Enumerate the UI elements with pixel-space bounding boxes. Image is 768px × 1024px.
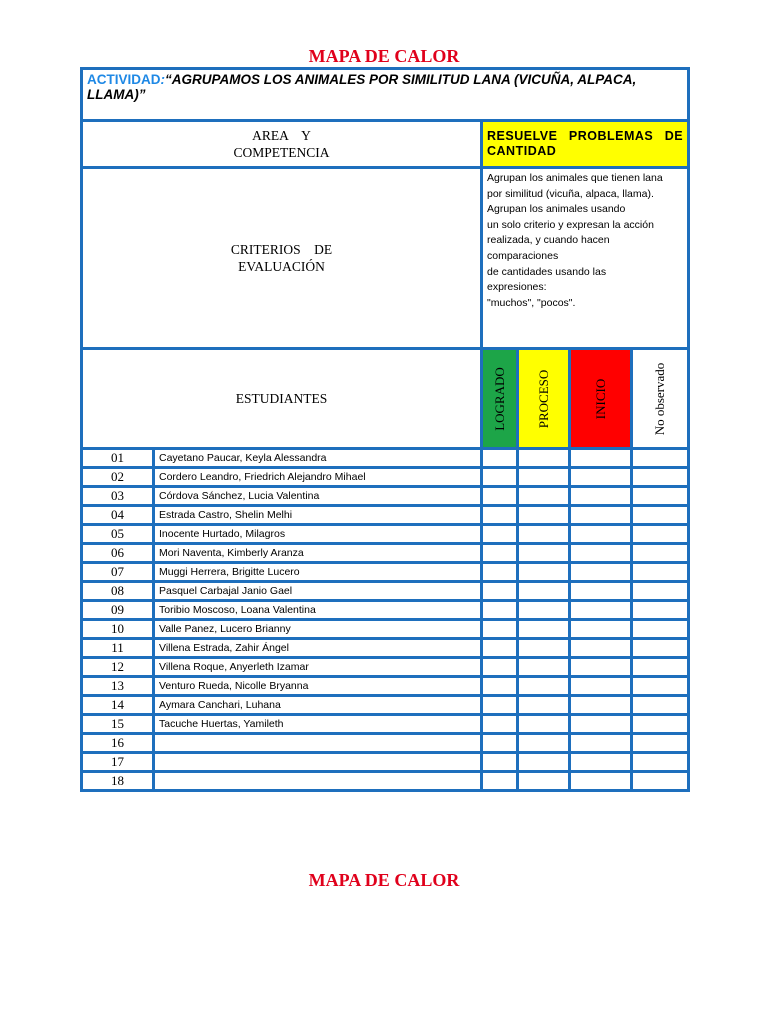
mark-cell-inicio[interactable] [570, 677, 632, 696]
table-row [82, 677, 689, 696]
criteria-line: expresiones: [487, 281, 547, 294]
student-number: 12 [82, 658, 154, 677]
student-name: Córdova Sánchez, Lucia Valentina [154, 487, 482, 506]
criteria-line: por similitud (vicuña, alpaca, llama). [487, 187, 654, 200]
table-row [82, 468, 689, 487]
student-name: Mori Naventa, Kimberly Aranza [154, 544, 482, 563]
table-row [82, 772, 689, 791]
mark-cell-proceso[interactable] [518, 734, 570, 753]
mark-cell-logrado[interactable] [482, 468, 518, 487]
mark-cell-proceso[interactable] [518, 772, 570, 791]
mark-cell-no-observado[interactable] [632, 753, 689, 772]
mark-cell-proceso[interactable] [518, 639, 570, 658]
student-number: 13 [82, 677, 154, 696]
mark-cell-logrado[interactable] [482, 525, 518, 544]
table-row [82, 582, 689, 601]
mark-cell-proceso[interactable] [518, 753, 570, 772]
mark-cell-inicio[interactable] [570, 468, 632, 487]
mark-cell-proceso[interactable] [518, 601, 570, 620]
table-row [82, 563, 689, 582]
student-name: Villena Estrada, Zahir Ángel [154, 639, 482, 658]
student-number: 11 [82, 639, 154, 658]
criteria-line: realizada, y cuando hacen [487, 234, 610, 247]
mark-cell-logrado[interactable] [482, 696, 518, 715]
table-row [82, 506, 689, 525]
student-name: Inocente Hurtado, Milagros [154, 525, 482, 544]
student-name: Pasquel Carbajal Janio Gael [154, 582, 482, 601]
table-row [82, 658, 689, 677]
table-row [82, 544, 689, 563]
mark-cell-no-observado[interactable] [632, 449, 689, 468]
criteria-line: de cantidades usando las [487, 265, 607, 278]
mark-cell-proceso[interactable] [518, 563, 570, 582]
mark-cell-proceso[interactable] [518, 696, 570, 715]
mark-cell-no-observado[interactable] [632, 582, 689, 601]
activity-text: “AGRUPAMOS LOS ANIMALES POR SIMILITUD LANA (VICUÑA, ALPACA, LLAMA)” [87, 72, 637, 102]
mark-cell-no-observado[interactable] [632, 677, 689, 696]
level-label: LOGRADO [491, 366, 507, 431]
mark-cell-no-observado[interactable] [632, 563, 689, 582]
mark-cell-inicio[interactable] [570, 734, 632, 753]
mark-cell-proceso[interactable] [518, 677, 570, 696]
table-row [82, 696, 689, 715]
table-row [82, 620, 689, 639]
competence-label: COMPETENCIA [233, 145, 330, 160]
criteria-label: CRITERIOS DE [230, 242, 333, 257]
mark-cell-no-observado[interactable] [632, 658, 689, 677]
table-row [82, 715, 689, 734]
mark-cell-proceso[interactable] [518, 658, 570, 677]
mark-cell-inicio[interactable] [570, 601, 632, 620]
level-proceso [518, 349, 570, 449]
student-name: Valle Panez, Lucero Brianny [154, 620, 482, 639]
student-name: Estrada Castro, Shelin Melhi [154, 506, 482, 525]
mark-cell-no-observado[interactable] [632, 715, 689, 734]
mark-cell-logrado[interactable] [482, 715, 518, 734]
criteria-line: "muchos", "pocos". [487, 296, 576, 309]
mark-cell-inicio[interactable] [570, 696, 632, 715]
mark-cell-proceso[interactable] [518, 544, 570, 563]
mark-cell-logrado[interactable] [482, 620, 518, 639]
student-number: 07 [82, 563, 154, 582]
activity-label: ACTIVIDAD [87, 72, 161, 87]
student-number: 09 [82, 601, 154, 620]
mark-cell-logrado[interactable] [482, 753, 518, 772]
student-name [154, 734, 482, 753]
student-number: 06 [82, 544, 154, 563]
mark-cell-inicio[interactable] [570, 753, 632, 772]
table-row [82, 734, 689, 753]
student-name: Villena Roque, Anyerleth Izamar [154, 658, 482, 677]
mark-cell-no-observado[interactable] [632, 468, 689, 487]
student-number: 04 [82, 506, 154, 525]
table-row [82, 525, 689, 544]
mark-cell-no-observado[interactable] [632, 696, 689, 715]
student-name [154, 772, 482, 791]
student-number: 14 [82, 696, 154, 715]
evaluation-label: EVALUACIÓN [238, 259, 325, 274]
mark-cell-inicio[interactable] [570, 620, 632, 639]
mark-cell-no-observado[interactable] [632, 506, 689, 525]
mark-cell-logrado[interactable] [482, 639, 518, 658]
mark-cell-no-observado[interactable] [632, 639, 689, 658]
mark-cell-no-observado[interactable] [632, 525, 689, 544]
mark-cell-inicio[interactable] [570, 658, 632, 677]
student-name: Aymara Canchari, Luhana [154, 696, 482, 715]
mark-cell-proceso[interactable] [518, 715, 570, 734]
page-title: MAPA DE CALOR [308, 46, 460, 66]
mark-cell-logrado[interactable] [482, 601, 518, 620]
mark-cell-proceso[interactable] [518, 506, 570, 525]
table-row [82, 487, 689, 506]
level-inicio [570, 349, 632, 449]
mark-cell-inicio[interactable] [570, 582, 632, 601]
mark-cell-logrado[interactable] [482, 772, 518, 791]
students-header-cell: ESTUDIANTES [82, 349, 482, 449]
mark-cell-no-observado[interactable] [632, 544, 689, 563]
mark-cell-inicio[interactable] [570, 772, 632, 791]
mark-cell-logrado[interactable] [482, 582, 518, 601]
table-row [82, 753, 689, 772]
activity-colon: : [160, 72, 165, 87]
student-number: 17 [82, 753, 154, 772]
page-title-bottom: MAPA DE CALOR [308, 870, 460, 890]
mark-cell-inicio[interactable] [570, 506, 632, 525]
student-number: 10 [82, 620, 154, 639]
criteria-header-cell [82, 168, 482, 349]
student-name [154, 753, 482, 772]
mark-cell-proceso[interactable] [518, 487, 570, 506]
student-number: 01 [82, 449, 154, 468]
level-logrado [482, 349, 518, 449]
mark-cell-no-observado[interactable] [632, 734, 689, 753]
area-cell [82, 121, 482, 168]
mark-cell-proceso[interactable] [518, 620, 570, 639]
area-label: AREA Y [252, 128, 311, 143]
student-number: 16 [82, 734, 154, 753]
mark-cell-inicio[interactable] [570, 525, 632, 544]
student-name: Muggi Herrera, Brigitte Lucero [154, 563, 482, 582]
student-name: Cordero Leandro, Friedrich Alejandro Mihael [154, 468, 482, 487]
mark-cell-inicio[interactable] [570, 544, 632, 563]
level-label: INICIO [592, 378, 608, 419]
mark-cell-logrado[interactable] [482, 506, 518, 525]
mark-cell-logrado[interactable] [482, 487, 518, 506]
mark-cell-inicio[interactable] [570, 715, 632, 734]
mark-cell-no-observado[interactable] [632, 601, 689, 620]
student-number: 05 [82, 525, 154, 544]
table-row [82, 449, 689, 468]
criteria-line: Agrupan los animales que tienen lana [487, 172, 663, 184]
mark-cell-logrado[interactable] [482, 658, 518, 677]
student-name: Cayetano Paucar, Keyla Alessandra [154, 449, 482, 468]
table-row [82, 639, 689, 658]
competency-cell: RESUELVE PROBLEMAS DE CANTIDAD [482, 121, 689, 168]
mark-cell-inicio[interactable] [570, 639, 632, 658]
student-number: 08 [82, 582, 154, 601]
mark-cell-logrado[interactable] [482, 677, 518, 696]
mark-cell-proceso[interactable] [518, 525, 570, 544]
criteria-line: Agrupan los animales usando [487, 203, 626, 216]
criteria-line: un solo criterio y expresan la acción [487, 218, 654, 231]
mark-cell-no-observado[interactable] [632, 772, 689, 791]
mark-cell-logrado[interactable] [482, 563, 518, 582]
level-no-observado [632, 349, 689, 449]
mark-cell-proceso[interactable] [518, 449, 570, 468]
student-number: 02 [82, 468, 154, 487]
mark-cell-logrado[interactable] [482, 449, 518, 468]
activity-cell [82, 69, 689, 121]
student-name: Tacuche Huertas, Yamileth [154, 715, 482, 734]
student-number: 03 [82, 487, 154, 506]
mark-cell-inicio[interactable] [570, 449, 632, 468]
mark-cell-inicio[interactable] [570, 487, 632, 506]
mark-cell-no-observado[interactable] [632, 487, 689, 506]
mark-cell-no-observado[interactable] [632, 620, 689, 639]
student-name: Venturo Rueda, Nicolle Bryanna [154, 677, 482, 696]
criteria-text-cell [482, 168, 689, 349]
mark-cell-inicio[interactable] [570, 563, 632, 582]
mark-cell-logrado[interactable] [482, 544, 518, 563]
student-number: 18 [82, 772, 154, 791]
criteria-line: comparaciones [487, 249, 559, 262]
mark-cell-proceso[interactable] [518, 468, 570, 487]
mark-cell-logrado[interactable] [482, 734, 518, 753]
level-label: PROCESO [535, 369, 551, 428]
level-label: No observado [652, 362, 668, 435]
student-name: Toribio Moscoso, Loana Valentina [154, 601, 482, 620]
table-row [82, 601, 689, 620]
evaluation-table [80, 67, 690, 792]
student-number: 15 [82, 715, 154, 734]
mark-cell-proceso[interactable] [518, 582, 570, 601]
